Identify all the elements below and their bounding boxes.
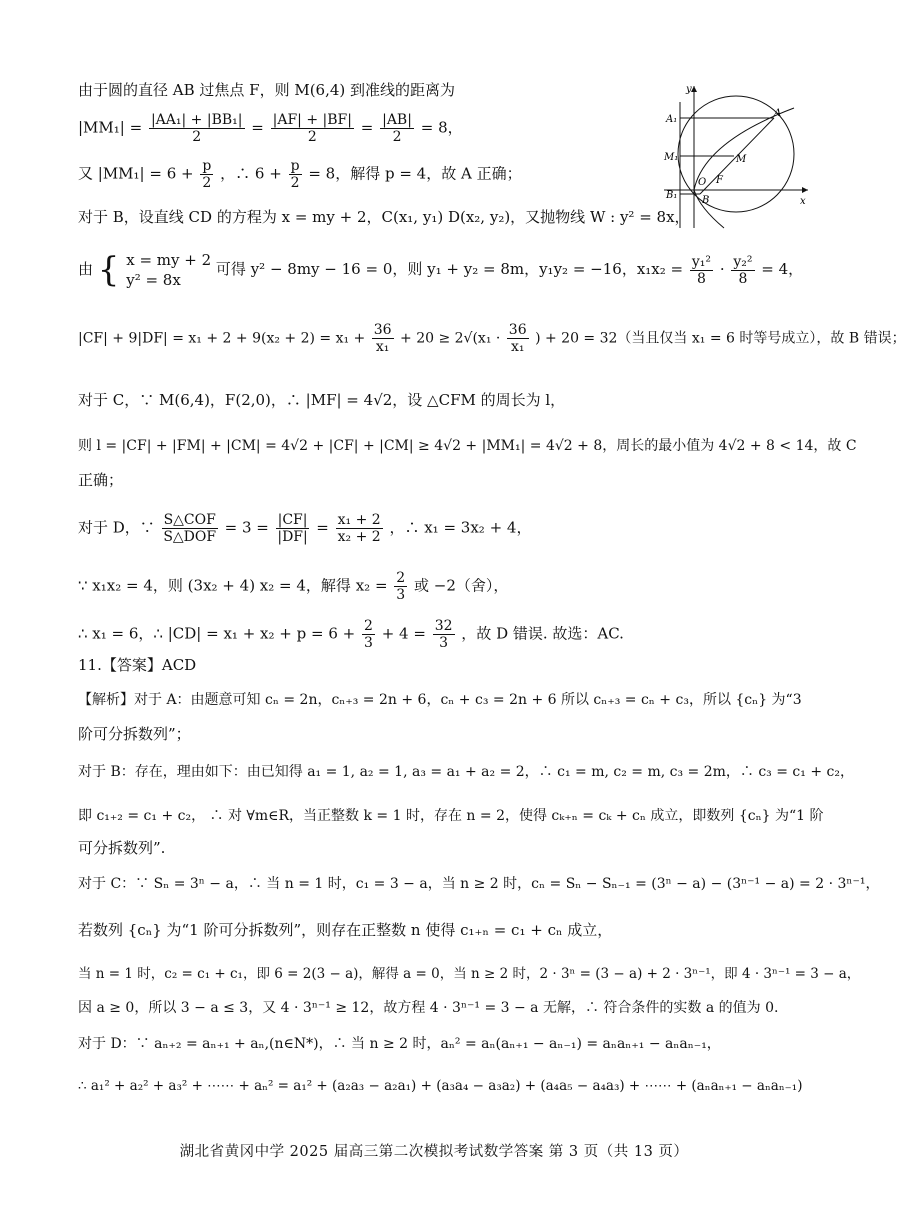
equation: y² = 8x	[126, 271, 181, 289]
fraction	[200, 158, 213, 191]
denominator: 3	[396, 587, 406, 603]
text: |MM₁| =	[78, 118, 143, 137]
text: 可得 y² − 8my − 16 = 0，则 y₁ + y₂ = 8m，y₁y₂ = −16，x₁x₂ =	[215, 260, 684, 278]
denominator: 8	[697, 270, 706, 287]
numerator: p	[202, 158, 212, 174]
text: 阶可分拆数列”；	[78, 725, 191, 743]
numerator: |AF| + |BF|	[272, 112, 352, 128]
denominator: S△DOF	[163, 529, 217, 545]
text: 当 n = 1 时，c₂ = c₁ + c₁，即 6 = 2(3 − a)，解得 a = 0，当 n ≥ 2 时，2 · 3ⁿ = (3 − a) + 2 · 3ⁿ⁻¹，即 4 · 3ⁿ⁻¹ = 3 − a，	[78, 966, 861, 982]
text: 由于圆的直径 AB 过焦点 F，则 M(6,4) 到准线的距离为	[78, 81, 456, 99]
line-12	[78, 618, 624, 651]
denominator: x₁	[375, 339, 390, 355]
text: 对于 D，∵	[78, 518, 155, 537]
text: = 4，	[761, 260, 804, 278]
label-y: y	[686, 84, 692, 95]
line-22	[78, 998, 778, 1018]
denominator: x₂ + 2	[337, 529, 381, 545]
line-20	[78, 920, 612, 940]
line-3	[78, 158, 522, 191]
numerator: 2	[396, 570, 406, 586]
fraction	[336, 512, 383, 545]
text: ∴ a₁² + a₂² + a₃² + ⋯⋯ + aₙ² = a₁² + (a₂a₃ − a₂a₁) + (a₃a₄ − a₃a₂) + (a₄a₅ − a₄a₃) + ⋯⋯ + (aₙaₙ₊₁ − aₙaₙ₋₁)	[78, 1078, 803, 1094]
text: 对于 B：存在，理由如下：由已知得 a₁ = 1, a₂ = 1, a₃ = a₁ + a₂ = 2，∴ c₁ = m, c₂ = m, c₃ = 2m，∴ c₃ = c₁ + c₂，	[78, 764, 854, 780]
fraction	[162, 512, 218, 545]
line-6	[78, 322, 906, 355]
numerator: |CF|	[277, 512, 308, 528]
text: 由	[78, 260, 94, 278]
brace: {	[97, 250, 120, 290]
line-19	[78, 874, 879, 894]
numerator: 36	[373, 322, 392, 338]
line-15	[78, 724, 191, 744]
numerator: x₁ + 2	[337, 512, 381, 528]
text: |CF| + 9|DF| = x₁ + 2 + 9(x₂ + 2) = x₁ +	[78, 330, 366, 347]
line-24	[78, 1076, 802, 1096]
numerator: S△COF	[163, 512, 216, 528]
fraction	[690, 254, 713, 287]
line-1	[78, 80, 455, 100]
numerator: y₂²	[733, 253, 753, 270]
numerator: 2	[363, 618, 373, 634]
page-footer: 湖北省黄冈中学 2025 届高三第二次模拟考试数学答案 第 3 页（共 13 页）	[179, 1144, 689, 1160]
text: =	[251, 118, 264, 137]
text: ，故 D 错误. 故选：AC.	[461, 624, 624, 643]
denominator: 2	[307, 129, 317, 145]
line-11	[78, 570, 508, 603]
text: + 20 ≥ 2√(x₁ ·	[400, 330, 501, 347]
line-16	[78, 762, 854, 782]
fraction	[731, 254, 754, 287]
denominator: 2	[290, 175, 300, 191]
text: 又 |MM₁| = 6 +	[78, 164, 194, 183]
fraction	[507, 322, 529, 355]
text: 若数列 {cₙ} 为“1 阶可分拆数列”，则存在正整数 n 使得 c₁₊ₙ = c₁ + cₙ 成立，	[78, 921, 613, 939]
numerator: p	[290, 158, 300, 174]
text: = 3 =	[224, 518, 269, 537]
text: ) + 20 = 32（当且仅当 x₁ = 6 时等号成立），故 B 错误；	[535, 330, 906, 347]
denominator: 3	[439, 635, 449, 651]
answer-heading: 11.【答案】ACD	[78, 656, 197, 674]
numerator: 36	[508, 322, 527, 338]
y-axis-arrow	[691, 86, 697, 92]
label-b: B	[702, 195, 710, 206]
numerator: |AB|	[382, 112, 412, 128]
text: = 8，	[420, 118, 463, 137]
label-o: O	[698, 177, 707, 188]
fraction	[276, 512, 310, 545]
text: ，∴ x₁ = 3x₂ + 4，	[389, 518, 532, 537]
equation: x = my + 2	[126, 251, 212, 269]
fraction	[271, 112, 354, 145]
text: = 8，解得 p = 4，故 A 正确；	[308, 164, 522, 183]
line-9	[78, 470, 123, 490]
text: ∵ x₁x₂ = 4，则 (3x₂ + 4) x₂ = 4，解得 x₂ =	[78, 576, 388, 595]
text: 对于 D：∵ aₙ₊₂ = aₙ₊₁ + aₙ,(n∈N*)，∴ 当 n ≥ 2 时，aₙ² = aₙ(aₙ₊₁ − aₙ₋₁) = aₙaₙ₊₁ − aₙaₙ₋₁，	[78, 1036, 721, 1052]
label-m1: M₁	[664, 152, 679, 163]
fraction	[372, 322, 394, 355]
line-7	[78, 390, 565, 410]
line-14	[78, 690, 802, 710]
denominator: 2	[392, 129, 402, 145]
parabola-circle-figure	[664, 82, 812, 230]
text: 或 −2（舍），	[414, 576, 509, 595]
denominator: x₁	[510, 339, 525, 355]
text: 对于 C，∵ M(6,4)，F(2,0)，∴ |MF| = 4√2，设 △CFM 的周长为 l，	[78, 391, 566, 409]
fraction	[380, 112, 414, 145]
line-8	[78, 436, 857, 456]
numerator: 32	[434, 618, 453, 634]
label-m: M	[736, 154, 747, 165]
text: ∴ x₁ = 6，∴ |CD| = x₁ + x₂ + p = 6 +	[78, 624, 356, 643]
label-x: x	[800, 196, 806, 207]
label-f: F	[716, 175, 723, 186]
denominator: |DF|	[277, 529, 308, 545]
line-21	[78, 964, 860, 984]
text: ·	[719, 260, 725, 278]
fraction	[289, 158, 302, 191]
denominator: 3	[363, 635, 373, 651]
x-axis-arrow	[802, 187, 808, 193]
numerator: |AA₁| + |BB₁|	[150, 112, 243, 128]
text: =	[360, 118, 374, 137]
numerator: y₁²	[691, 253, 712, 270]
text: =	[316, 518, 329, 537]
text: 即 c₁₊₂ = c₁ + c₂， ∴ 对 ∀m∈R，当正整数 k = 1 时，存在 n = 2，使得 cₖ₊ₙ = cₖ + cₙ 成立，即数列 {cₙ} 为“1 阶	[78, 808, 824, 824]
line-13	[78, 655, 196, 675]
fraction	[433, 618, 455, 651]
text: ，∴ 6 +	[220, 164, 282, 183]
denominator: 8	[738, 270, 748, 287]
fraction	[149, 112, 245, 145]
line-10	[78, 512, 531, 545]
line-5	[78, 250, 803, 290]
label-a: A	[774, 108, 782, 119]
fraction	[362, 618, 375, 651]
denominator: 2	[192, 129, 202, 145]
label-b1: B₁	[666, 190, 678, 201]
line-17	[78, 806, 824, 826]
text: + 4 =	[381, 624, 426, 643]
line-23	[78, 1034, 721, 1054]
text: 则 l = |CF| + |FM| + |CM| = 4√2 + |CF| + |CM| ≥ 4√2 + |MM₁| = 4√2 + 8，周长的最小值为 4√2 + 8 < 14，故 C	[78, 438, 857, 454]
line-4	[78, 207, 690, 227]
text: 对于 B，设直线 CD 的方程为 x = my + 2，C(x₁, y₁) D(x₂, y₂)，又抛物线 W : y² = 8x，	[78, 208, 690, 226]
denominator: 2	[202, 175, 212, 191]
text: 正确；	[78, 471, 124, 489]
line-18	[78, 838, 165, 858]
equation-system	[126, 250, 211, 290]
text: 可分拆数列”.	[78, 839, 166, 857]
fraction	[394, 570, 407, 603]
line-2	[78, 112, 463, 145]
text: 对于 C：∵ Sₙ = 3ⁿ − a，∴ 当 n = 1 时，c₁ = 3 − a，当 n ≥ 2 时，cₙ = Sₙ − Sₙ₋₁ = (3ⁿ − a) − (3ⁿ⁻¹ − a) = 2 · 3ⁿ⁻¹，	[78, 876, 880, 892]
text: 因 a ≥ 0，所以 3 − a ≤ 3，又 4 · 3ⁿ⁻¹ ≥ 12，故方程 4 · 3ⁿ⁻¹ = 3 − a 无解，∴ 符合条件的实数 a 的值为 0.	[78, 1000, 779, 1016]
label-a1: A₁	[666, 114, 678, 125]
text: 【解析】对于 A：由题意可知 cₙ = 2n，cₙ₊₃ = 2n + 6，cₙ + c₃ = 2n + 6 所以 cₙ₊₃ = cₙ + c₃，所以 {cₙ} 为“3	[78, 692, 802, 708]
